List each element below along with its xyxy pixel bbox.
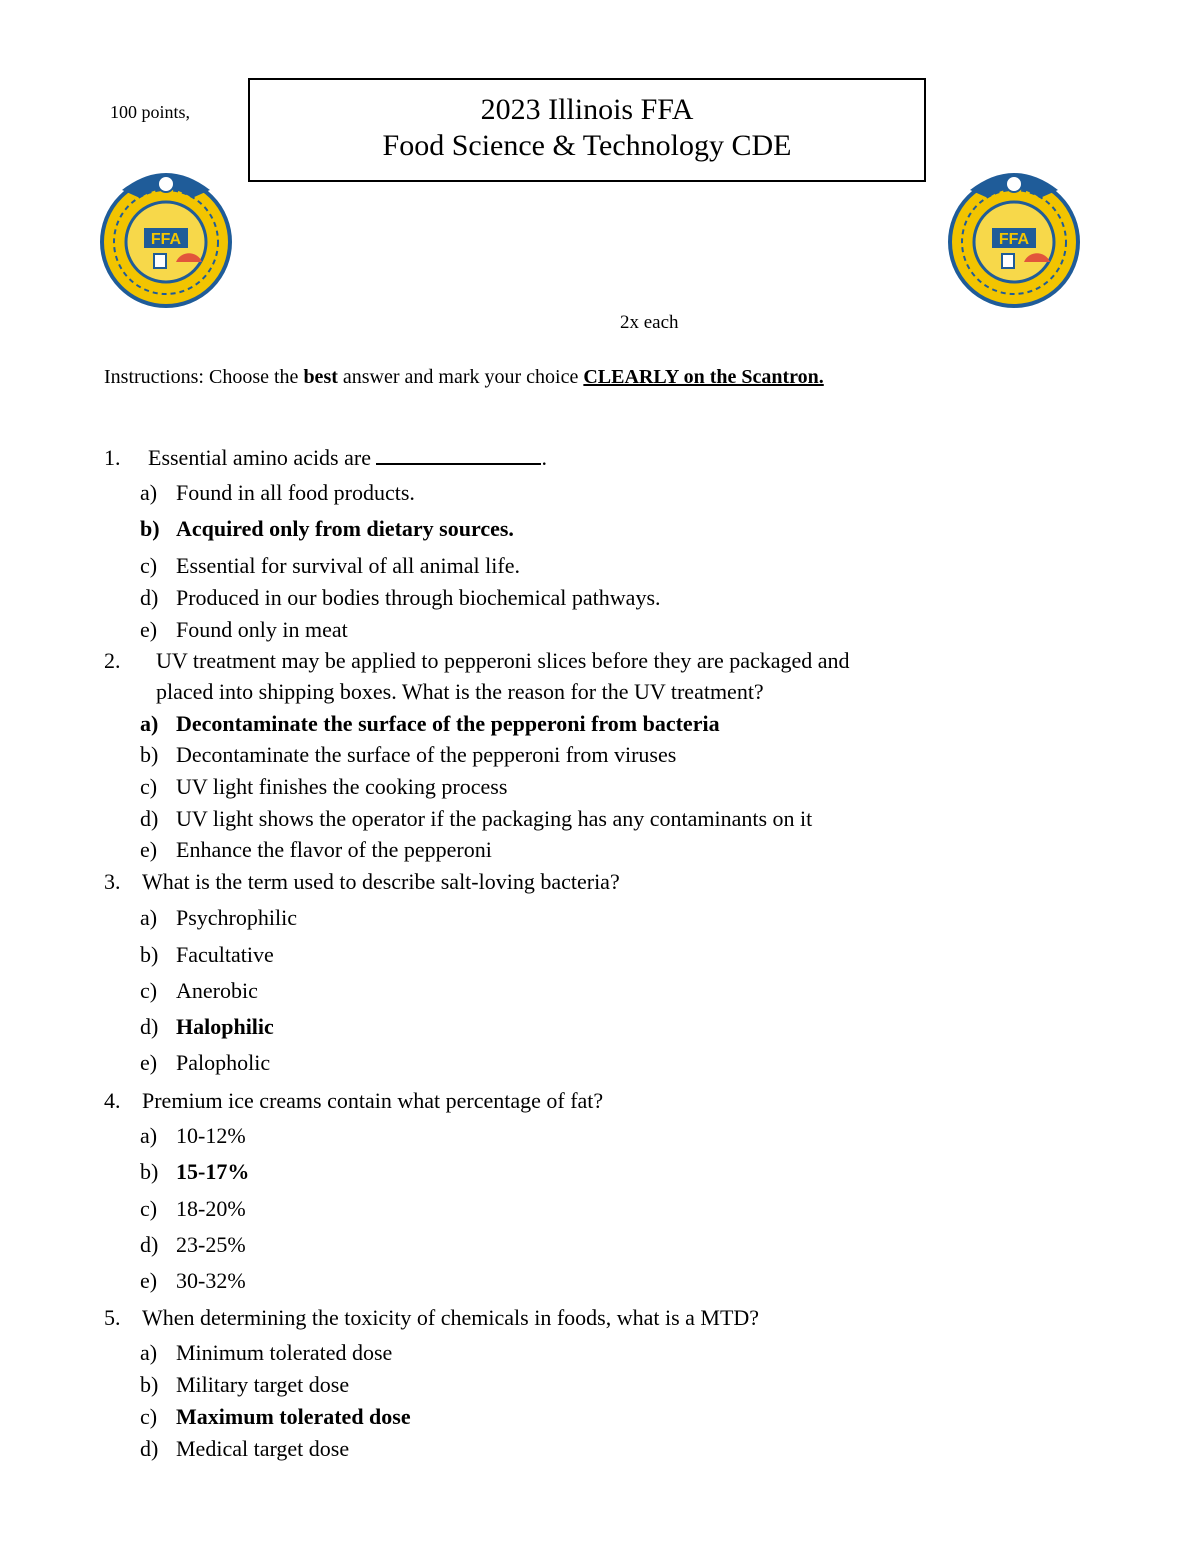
option-4d: d) 23-25%: [140, 1232, 246, 1257]
instructions-best: best: [303, 366, 338, 388]
option-4b-correct: b) 15-17%: [140, 1159, 250, 1184]
instructions-emphasis: CLEARLY on the Scantron.: [583, 366, 824, 388]
question-number: 1.: [104, 445, 121, 470]
option-1b-correct: b) Acquired only from dietary sources.: [140, 516, 514, 541]
question-text-line1: UV treatment may be applied to pepperoni slices before they are packaged and: [156, 648, 850, 673]
instructions: [104, 366, 824, 389]
instructions-prefix: Instructions: Choose the: [104, 366, 304, 388]
option-2b: b) Decontaminate the surface of the pepperoni from viruses: [140, 742, 677, 767]
ffa-emblem-right-icon: [940, 162, 1088, 310]
page-subtitle: Food Science & Technology CDE: [382, 129, 792, 162]
question-number: 4.: [104, 1088, 121, 1113]
question-text-line2: placed into shipping boxes. What is the reason for the UV treatment?: [156, 679, 764, 704]
option-2a-correct: a) Decontaminate the surface of the pepperoni from bacteria: [140, 711, 720, 736]
option-2d: d) UV light shows the operator if the packaging has any contaminants on it: [140, 806, 813, 831]
option-4c: c) 18-20%: [140, 1196, 246, 1221]
option-5b: b) Military target dose: [140, 1372, 350, 1397]
option-1a: a) Found in all food products.: [140, 480, 415, 505]
answer-blank: [376, 443, 541, 465]
question-text-main: Essential amino acids are: [148, 445, 371, 470]
question-number: 5.: [104, 1305, 121, 1330]
option-5c-correct: c) Maximum tolerated dose: [140, 1404, 411, 1429]
emblem-text: FFA: [998, 231, 1030, 248]
ffa-emblem-left-icon: [92, 162, 240, 310]
instructions-middle: answer and mark your choice: [337, 366, 584, 388]
question-text-end: .: [541, 445, 547, 470]
option-3c: c) Anerobic: [140, 978, 258, 1003]
question-text: When determining the toxicity of chemicals in foods, what is a MTD?: [142, 1305, 760, 1330]
option-4e: e) 30-32%: [140, 1268, 246, 1293]
question-text: [148, 442, 547, 473]
option-3a: a) Psychrophilic: [140, 905, 297, 930]
option-5a: a) Minimum tolerated dose: [140, 1340, 393, 1365]
question-text: What is the term used to describe salt-loving bacteria?: [142, 869, 620, 894]
option-3d-correct: d) Halophilic: [140, 1014, 274, 1039]
option-1e: e) Found only in meat: [140, 617, 348, 642]
question-text: Premium ice creams contain what percentage of fat?: [142, 1088, 604, 1113]
question-number: 3.: [104, 869, 121, 894]
option-1c: c) Essential for survival of all animal life.: [140, 553, 520, 578]
option-2c: c) UV light finishes the cooking process: [140, 774, 508, 799]
points-per-question: 2x each: [620, 312, 679, 333]
page-title: 2023 Illinois FFA: [480, 93, 694, 126]
question-number: 2.: [104, 648, 121, 673]
option-3e: e) Palopholic: [140, 1050, 271, 1075]
option-5d: d) Medical target dose: [140, 1436, 350, 1461]
option-3b: b) Facultative: [140, 942, 274, 967]
emblem-text: FFA: [150, 231, 182, 248]
option-2e: e) Enhance the flavor of the pepperoni: [140, 837, 492, 862]
points-label: 100 points,: [110, 102, 191, 122]
option-1d: d) Produced in our bodies through biochemical pathways.: [140, 585, 661, 610]
option-4a: a) 10-12%: [140, 1123, 246, 1148]
title-box: [248, 78, 926, 182]
